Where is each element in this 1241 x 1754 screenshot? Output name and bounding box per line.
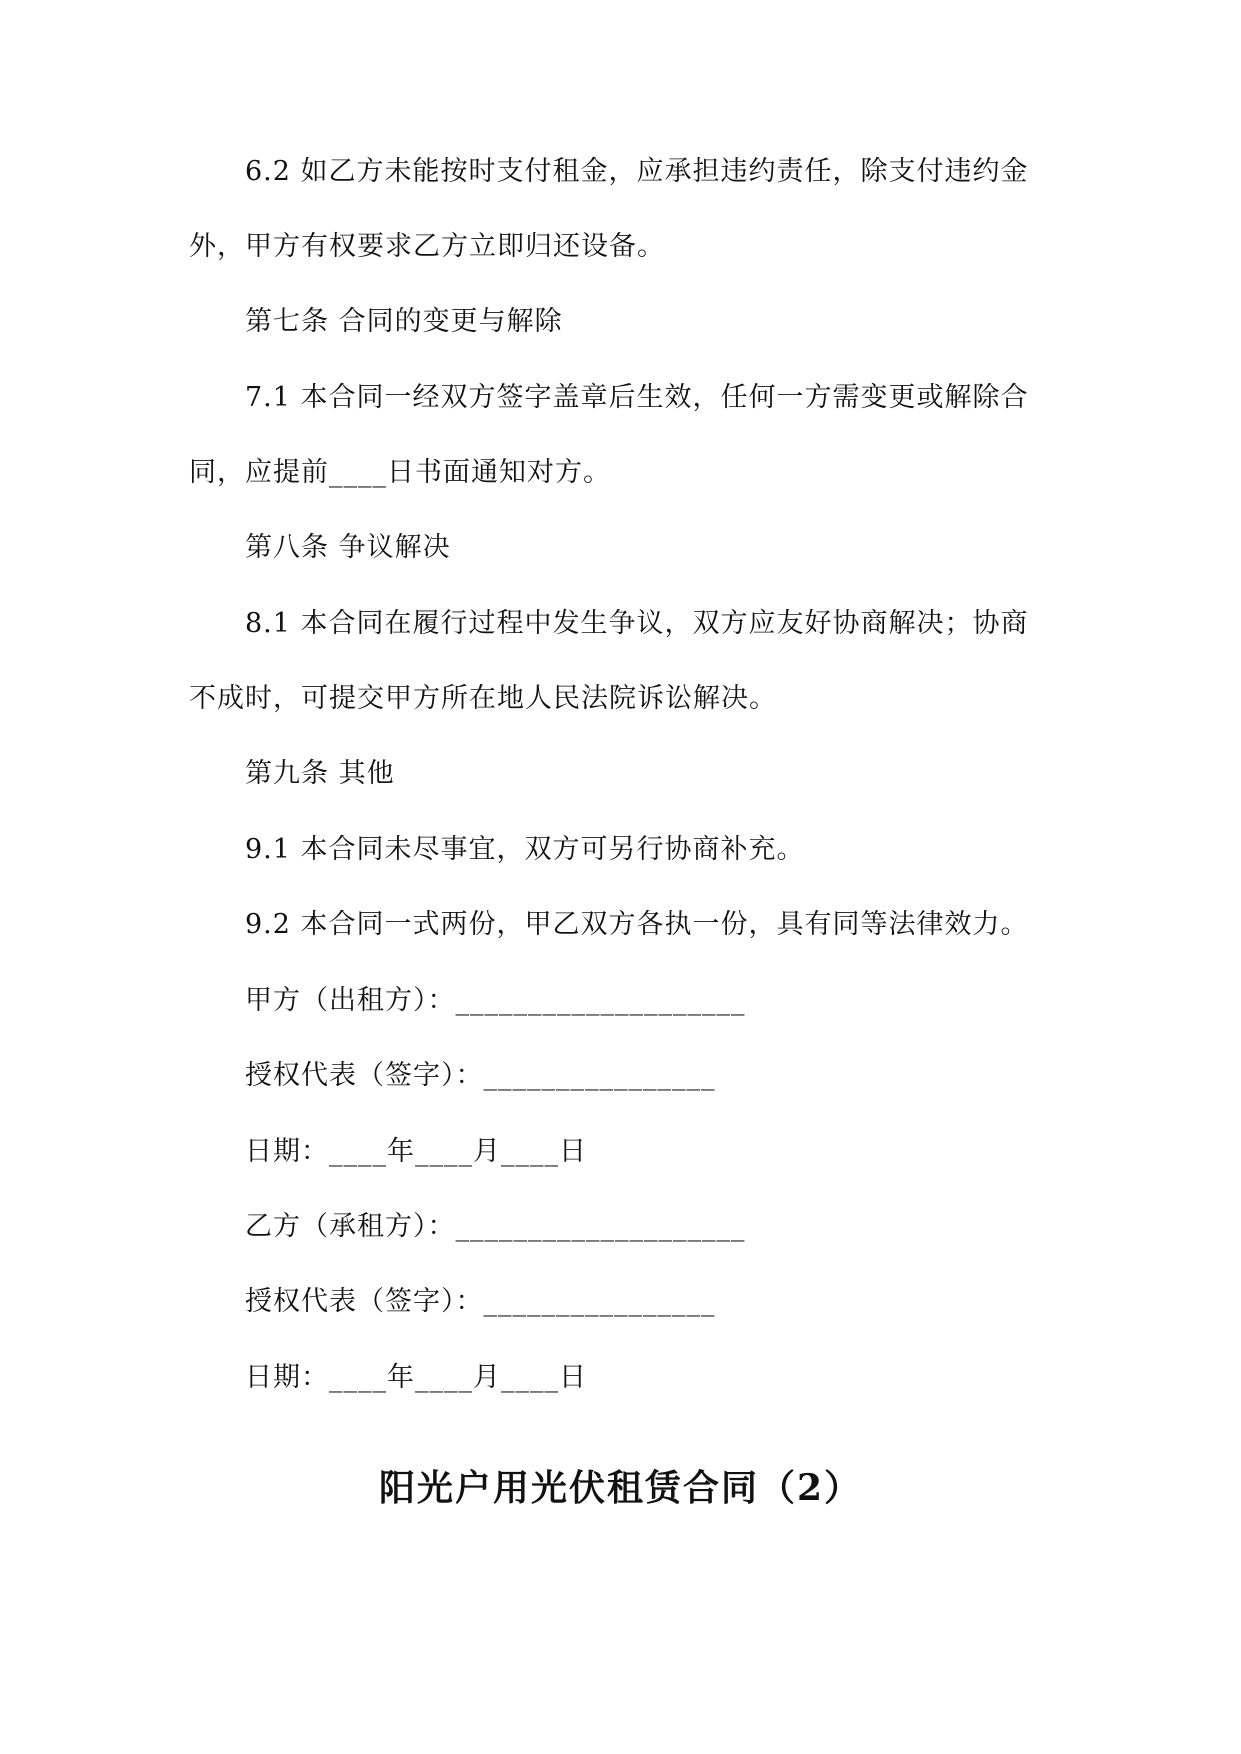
clause-6-2-line-1: 6.2 如乙方未能按时支付租金，应承担违约责任，除支付违约金 [245, 156, 1029, 187]
clause-8-1-line-2: 不成时，可提交甲方所在地人民法院诉讼解决。 [189, 683, 777, 714]
article-7-heading: 第七条 合同的变更与解除 [245, 306, 563, 337]
article-8-heading: 第八条 争议解决 [245, 532, 451, 563]
party-a-date-line: 日期：____年____月____日 [245, 1136, 587, 1167]
party-a-line: 甲方（出租方）：____________________ [245, 985, 746, 1016]
clause-8-1-line-1: 8.1 本合同在履行过程中发生争议，双方应友好协商解决；协商 [245, 608, 1029, 639]
party-b-line: 乙方（承租方）：____________________ [245, 1211, 746, 1242]
party-b-date-line: 日期：____年____月____日 [245, 1362, 587, 1393]
clause-6-2-line-2: 外，甲方有权要求乙方立即归还设备。 [189, 231, 665, 262]
clause-9-1: 9.1 本合同未尽事宜，双方可另行协商补充。 [245, 834, 805, 865]
party-a-representative-line: 授权代表（签字）：________________ [245, 1060, 716, 1091]
clause-9-2: 9.2 本合同一式两份，甲乙双方各执一份，具有同等法律效力。 [245, 909, 1029, 940]
clause-7-1-line-2: 同，应提前____日书面通知对方。 [189, 457, 611, 488]
party-b-representative-line: 授权代表（签字）：________________ [245, 1286, 716, 1317]
clause-7-1-line-1: 7.1 本合同一经双方签字盖章后生效，任何一方需变更或解除合 [245, 382, 1029, 413]
article-9-heading: 第九条 其他 [245, 758, 395, 789]
next-contract-title: 阳光户用光伏租赁合同（2） [378, 1467, 863, 1509]
